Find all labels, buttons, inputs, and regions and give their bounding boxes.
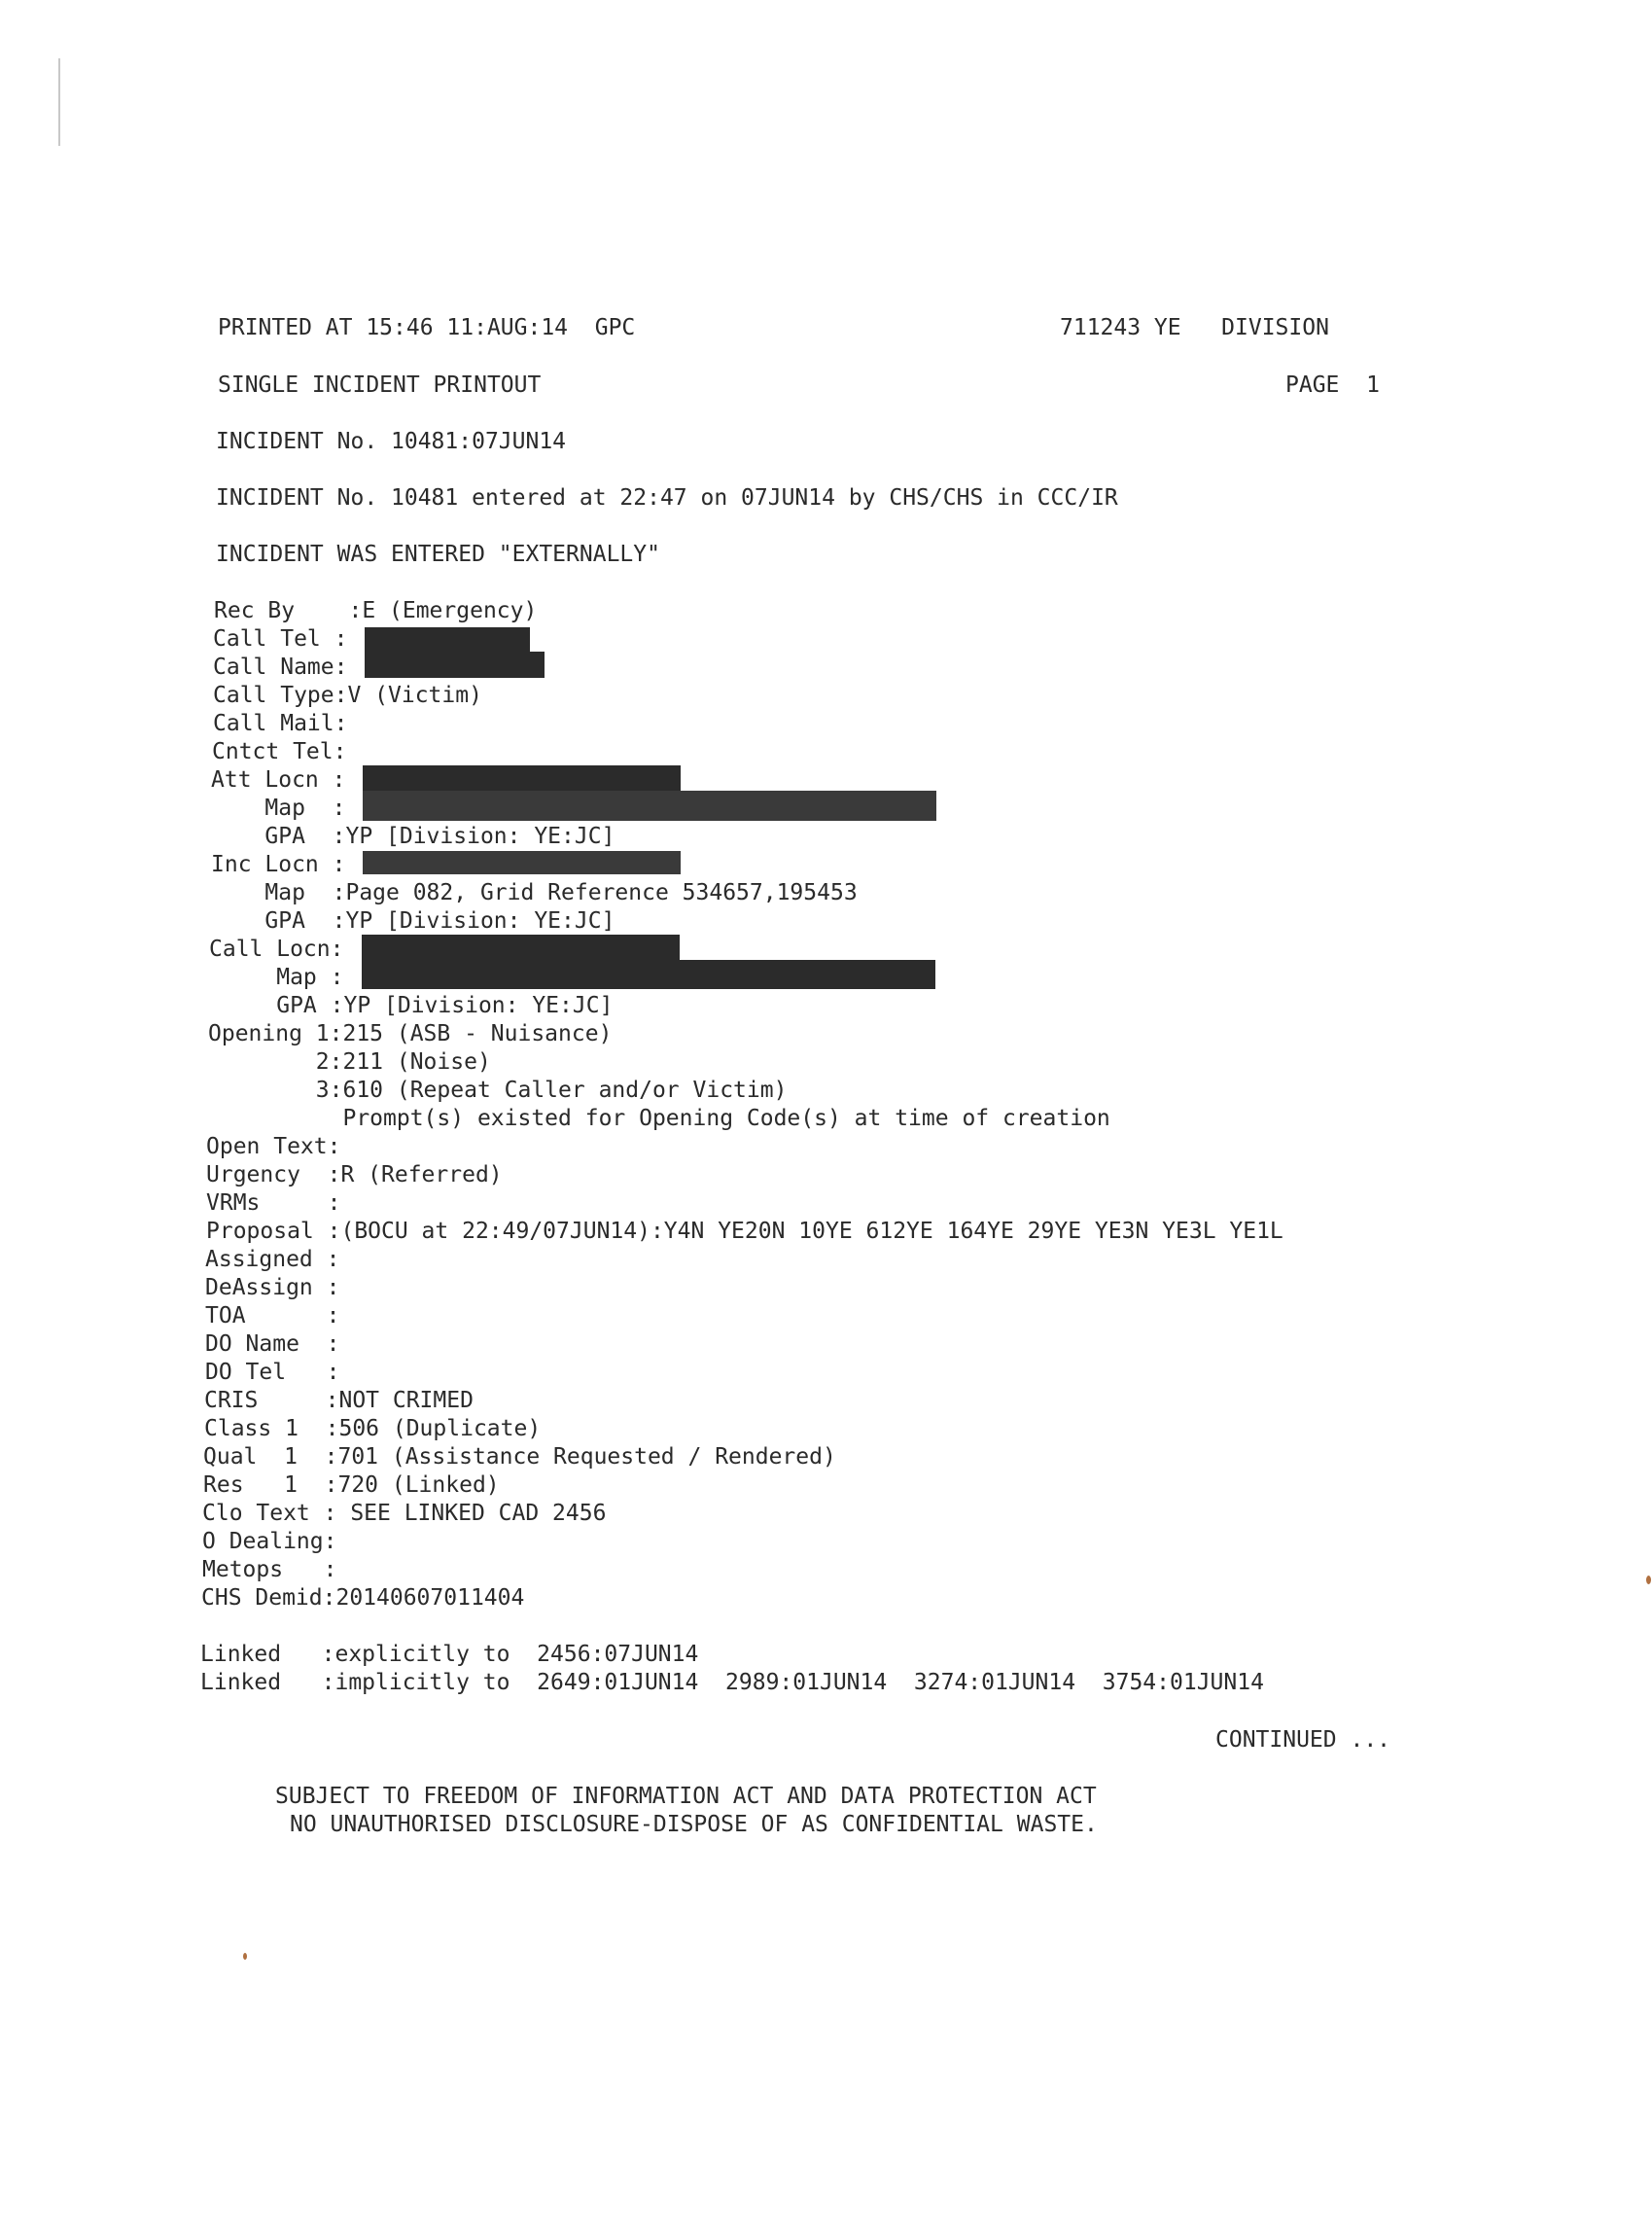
printed-at: PRINTED AT 15:46 11:AUG:14 GPC <box>218 315 636 340</box>
page-number: PAGE 1 <box>1285 372 1380 398</box>
redaction-block <box>365 627 530 653</box>
incident-entry-mode: INCIDENT WAS ENTERED "EXTERNALLY" <box>216 542 660 567</box>
field-call-type: Call Type:V (Victim) <box>213 683 482 708</box>
field-call-mail: Call Mail: <box>213 711 348 736</box>
field-call-name: Call Name: <box>213 655 348 680</box>
field-clo-text: Clo Text : SEE LINKED CAD 2456 <box>202 1501 607 1526</box>
field-call-locn: Call Locn: <box>209 937 344 962</box>
linked-implicit: Linked :implicitly to 2649:01JUN14 2989:01JUN14 3274:01JUN14 3754:01JUN14 <box>200 1670 1264 1695</box>
field-inc-gpa: GPA :YP [Division: YE:JC] <box>211 908 615 934</box>
redaction-block <box>363 791 936 821</box>
redaction-block <box>365 652 545 678</box>
field-do-name: DO Name : <box>205 1331 340 1357</box>
field-qual-1: Qual 1 :701 (Assistance Requested / Rendered) <box>203 1444 836 1470</box>
field-inc-map: Map :Page 082, Grid Reference 534657,195453 <box>211 880 858 905</box>
field-opening-2: 2:211 (Noise) <box>208 1049 491 1075</box>
field-urgency: Urgency :R (Referred) <box>206 1162 503 1187</box>
incident-number: INCIDENT No. 10481:07JUN14 <box>216 429 567 454</box>
field-att-locn: Att Locn : <box>211 767 346 793</box>
field-att-map: Map : <box>211 796 346 821</box>
field-cris: CRIS :NOT CRIMED <box>204 1388 474 1413</box>
field-vrms: VRMs : <box>206 1190 341 1216</box>
field-inc-locn: Inc Locn : <box>211 852 346 877</box>
field-assigned: Assigned : <box>205 1247 340 1272</box>
redaction-block <box>362 960 935 989</box>
field-call-tel: Call Tel : <box>213 626 348 652</box>
field-class-1: Class 1 :506 (Duplicate) <box>204 1416 542 1441</box>
printout-type: SINGLE INCIDENT PRINTOUT <box>218 372 542 398</box>
linked-explicit: Linked :explicitly to 2456:07JUN14 <box>200 1642 699 1667</box>
division-ref: 711243 YE DIVISION <box>1060 315 1329 340</box>
field-chs-demid: CHS Demid:20140607011404 <box>201 1585 525 1611</box>
field-call-gpa: GPA :YP [Division: YE:JC] <box>209 993 614 1018</box>
redaction-block <box>363 851 681 874</box>
redaction-block <box>362 935 680 962</box>
field-rec-by: Rec By :E (Emergency) <box>214 598 538 623</box>
field-deassign: DeAssign : <box>205 1275 340 1300</box>
field-opening-1: Opening 1:215 (ASB - Nuisance) <box>208 1021 613 1046</box>
field-proposal: Proposal :(BOCU at 22:49/07JUN14):Y4N YE20N 10YE 612YE 164YE 29YE YE3N YE3L YE1L <box>206 1219 1283 1244</box>
continued-marker: CONTINUED ... <box>1215 1727 1391 1753</box>
field-call-map: Map : <box>209 965 344 990</box>
field-metops: Metops : <box>202 1557 337 1582</box>
prompt-note: Prompt(s) existed for Opening Code(s) at time of creation <box>208 1106 1110 1131</box>
redaction-block <box>363 765 681 793</box>
field-toa: TOA : <box>205 1303 340 1329</box>
confidentiality-notice-2: NO UNAUTHORISED DISCLOSURE-DISPOSE OF AS CONFIDENTIAL WASTE. <box>290 1812 1098 1837</box>
field-open-text: Open Text: <box>206 1134 341 1159</box>
field-opening-3: 3:610 (Repeat Caller and/or Victim) <box>208 1078 788 1103</box>
incident-entered: INCIDENT No. 10481 entered at 22:47 on 07JUN14 by CHS/CHS in CCC/IR <box>216 485 1118 511</box>
scan-mark <box>58 58 60 146</box>
scan-speck <box>1646 1576 1651 1584</box>
field-res-1: Res 1 :720 (Linked) <box>203 1472 500 1498</box>
field-cntct-tel: Cntct Tel: <box>212 739 347 764</box>
field-att-gpa: GPA :YP [Division: YE:JC] <box>211 824 615 849</box>
scan-speck <box>243 1953 247 1960</box>
confidentiality-notice-1: SUBJECT TO FREEDOM OF INFORMATION ACT AND DATA PROTECTION ACT <box>275 1784 1097 1809</box>
field-do-tel: DO Tel : <box>205 1360 340 1385</box>
field-o-dealing: O Dealing: <box>202 1529 337 1554</box>
